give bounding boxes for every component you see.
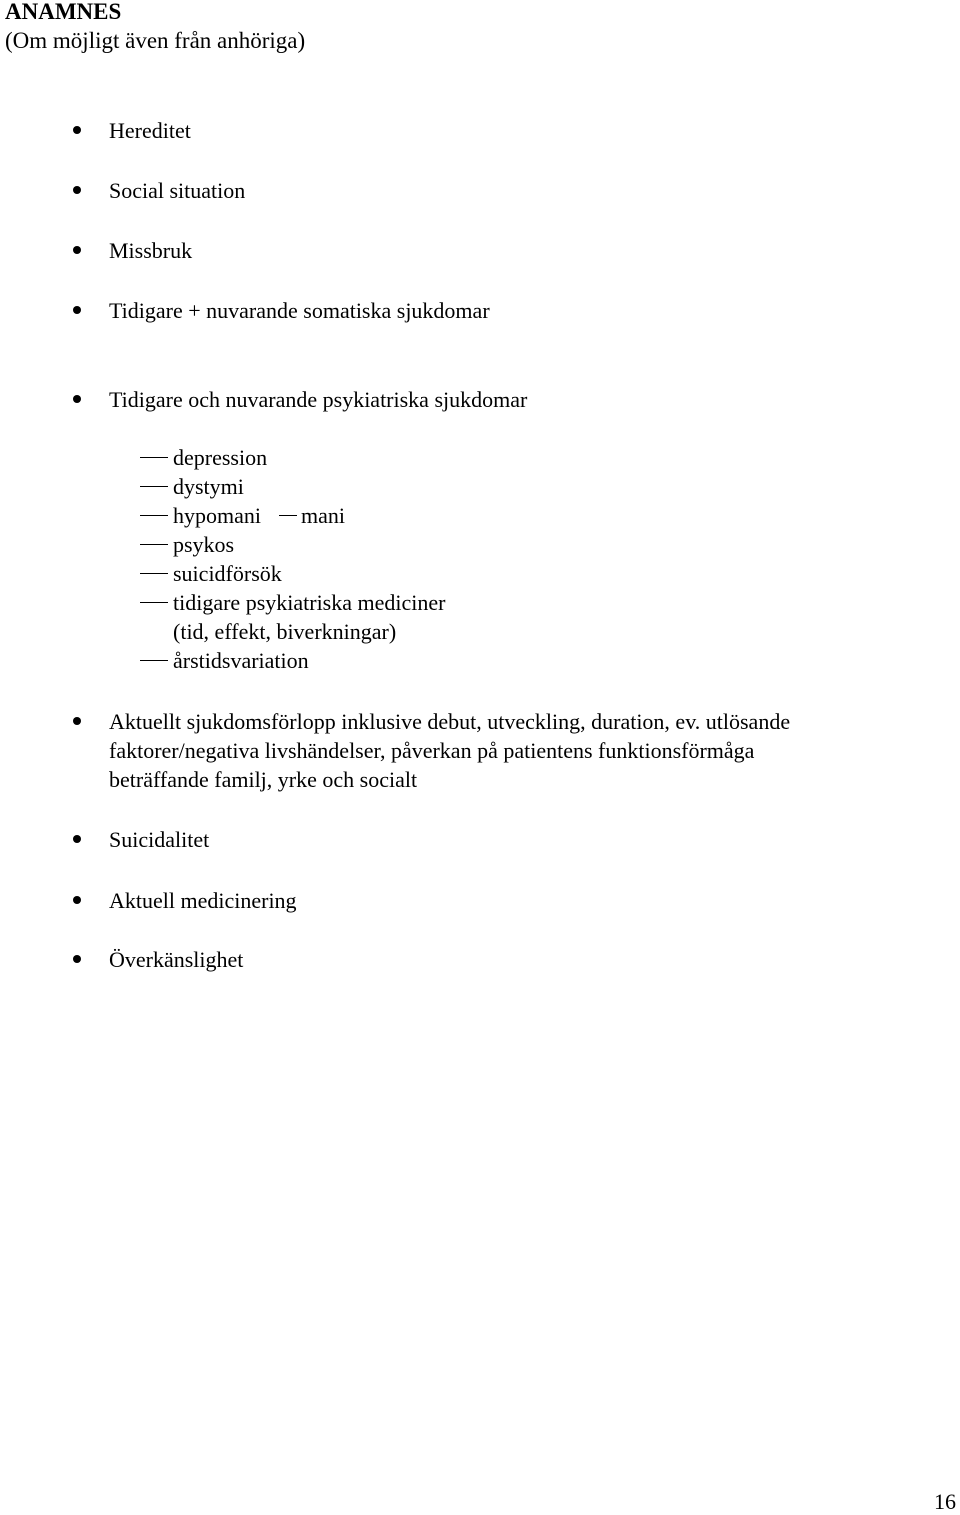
dash-icon [140, 573, 168, 574]
list-item-sjukdomsforlopp [109, 707, 939, 794]
paragraph-line: beträffande familj, yrke och socialt [109, 767, 418, 792]
dash-icon [140, 457, 168, 458]
document-title: ANAMNES [5, 0, 122, 24]
list-item-social-situation: Social situation [109, 178, 246, 203]
subitem-mani: mani [301, 503, 345, 528]
list-item-hereditet: Hereditet [109, 118, 191, 143]
dash-icon [140, 515, 168, 516]
subitem-suicidforsok: suicidförsök [173, 561, 282, 586]
subitem-mediciner-detail: (tid, effekt, biverkningar) [173, 619, 397, 644]
list-item-psykiatriska: Tidigare och nuvarande psykiatriska sjukdomar [109, 387, 528, 412]
subitem-depression: depression [173, 445, 268, 470]
bullet-dot-icon [73, 896, 81, 904]
dash-icon [279, 515, 297, 516]
bullet-dot-icon [73, 186, 81, 194]
dash-icon [140, 660, 168, 661]
subitem-mediciner: tidigare psykiatriska mediciner [173, 590, 446, 615]
subitem-hypomani: hypomani [173, 503, 261, 528]
dash-icon [140, 602, 168, 603]
document-subtitle: (Om möjligt även från anhöriga) [5, 28, 306, 53]
subitem-psykos: psykos [173, 532, 235, 557]
bullet-dot-icon [73, 395, 81, 403]
list-item-somatiska: Tidigare + nuvarande somatiska sjukdomar [109, 298, 490, 323]
list-item-suicidalitet: Suicidalitet [109, 827, 210, 852]
list-item-missbruk: Missbruk [109, 238, 193, 263]
bullet-dot-icon [73, 717, 81, 725]
dash-icon [140, 544, 168, 545]
bullet-dot-icon [73, 835, 81, 843]
subitem-dystymi: dystymi [173, 474, 244, 499]
bullet-dot-icon [73, 955, 81, 963]
bullet-dot-icon [73, 246, 81, 254]
list-item-overkanslighet: Överkänslighet [109, 947, 244, 972]
paragraph-line: Aktuellt sjukdomsförlopp inklusive debut, utveckling, duration, ev. utlösande [109, 709, 791, 734]
page-number: 16 [934, 1489, 956, 1514]
bullet-dot-icon [73, 306, 81, 314]
bullet-dot-icon [73, 126, 81, 134]
subitem-arstidsvariation: årstidsvariation [173, 648, 309, 673]
dash-icon [140, 486, 168, 487]
list-item-medicinering: Aktuell medicinering [109, 888, 297, 913]
paragraph-line: faktorer/negativa livshändelser, påverkan på patientens funktionsförmåga [109, 738, 755, 763]
